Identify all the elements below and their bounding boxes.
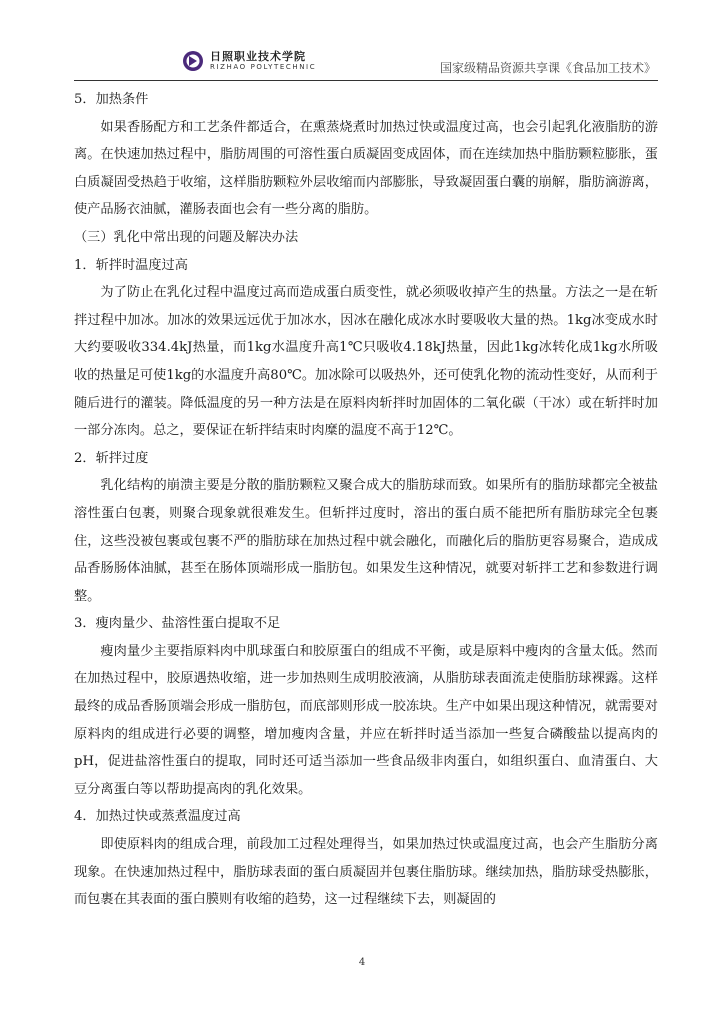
document-body <box>74 86 658 914</box>
body-paragraph: 乳化结构的崩溃主要是分散的脂肪颗粒又聚合成大的脂肪球而致。如果所有的脂肪球都完全被盐溶性蛋白包裹，则聚合现象就很难发生。但斩拌过度时，溶出的蛋白质不能把所有脂肪球完全包裹住，这些没被包裹或包裹不严的脂肪球在加热过程中就会融化，而融化后的脂肪更容易聚合，造成成品香肠肠体油腻，甚至在肠体顶端形成一脂肪包。如果发生这种情况，就要对斩拌工艺和参数进行调整。 <box>74 478 658 604</box>
body-paragraph: 即使原料肉的组成合理，前段加工过程处理得当，如果加热过快或温度过高，也会产生脂肪分离现象。在快速加热过程中，脂肪球表面的蛋白质凝固并包裹住脂肪球。继续加热，脂肪球受热膨胀，而包裹在其表面的蛋白膜则有收缩的趋势，这一过程继续下去，则凝固的 <box>74 837 658 908</box>
page-number: 4 <box>358 957 366 968</box>
school-name-en: RIZHAO POLYTECHNIC <box>210 63 317 71</box>
school-emblem-icon <box>182 50 204 72</box>
section-heading: 4．加热过快或蒸煮温度过高 <box>74 809 241 825</box>
school-logo <box>182 48 316 74</box>
section-heading: 1．斩拌时温度过高 <box>74 257 188 273</box>
body-paragraph: 如果香肠配方和工艺条件都适合，在熏蒸烧煮时加热过快或温度过高，也会引起乳化液脂肪的游离。在快速加热过程中，脂肪周围的可溶性蛋白质凝固变成固体，而在连续加热中脂肪颗粒膨胀，蛋白质凝固受热趋于收缩，这样脂肪颗粒外层收缩而内部膨胀，导致凝固蛋白囊的崩解，脂肪滴游离，使产品肠衣油腻，灌肠表面也会有一些分离的脂肪。 <box>74 119 658 218</box>
body-paragraph: 瘦肉量少主要指原料肉中肌球蛋白和胶原蛋白的组成不平衡，或是原料中瘦肉的含量太低。然而在加热过程中，胶原遇热收缩，进一步加热则生成明胶液滴，从脂肪球表面流走使脂肪球裸露。这样最终的成品香肠顶端会形成一脂肪包，而底部则形成一胶冻块。生产中如果出现这种情况，就需要对原料肉的组成进行必要的调整，增加瘦肉含量，并应在斩拌时适当添加一些复合磷酸盐以提高肉的pH，促进盐溶性蛋白的提取，同时还可适当添加一些食品级非肉蛋白，如组织蛋白、血清蛋白、大豆分离蛋白等以帮助提高肉的乳化效果。 <box>74 643 658 797</box>
section-heading: （三）乳化中常出现的问题及解决办法 <box>74 229 299 245</box>
body-paragraph: 为了防止在乳化过程中温度过高而造成蛋白质变性，就必须吸收掉产生的热量。方法之一是在斩拌过程中加冰。加冰的效果远远优于加冰水，因冰在融化成冰水时要吸收大量的热。1kg冰变成水时大约要吸收334.4kJ热量，而1kg水温度升高1℃只吸收4.18kJ热量，因此1kg冰转化成1kg水所吸收的热量足可使1kg的水温度升高80℃。加冰除可以吸热外，还可使乳化物的流动性变好，从而利于随后进行的灌装。降低温度的另一种方法是在原料肉斩拌时加固体的二氧化碳（干冰）或在斩拌时加一部分冻肉。总之，要保证在斩拌结束时肉糜的温度不高于12℃。 <box>74 285 658 439</box>
section-heading: 2．斩拌过度 <box>74 450 149 466</box>
page-header <box>74 42 658 81</box>
section-heading: 3．瘦肉量少、盐溶性蛋白提取不足 <box>74 616 281 632</box>
course-title: 国家级精品资源共享课《食品加工技术》 <box>439 61 656 75</box>
section-heading: 5．加热条件 <box>74 92 149 107</box>
school-name-cn: 日照职业技术学院 <box>210 50 306 63</box>
